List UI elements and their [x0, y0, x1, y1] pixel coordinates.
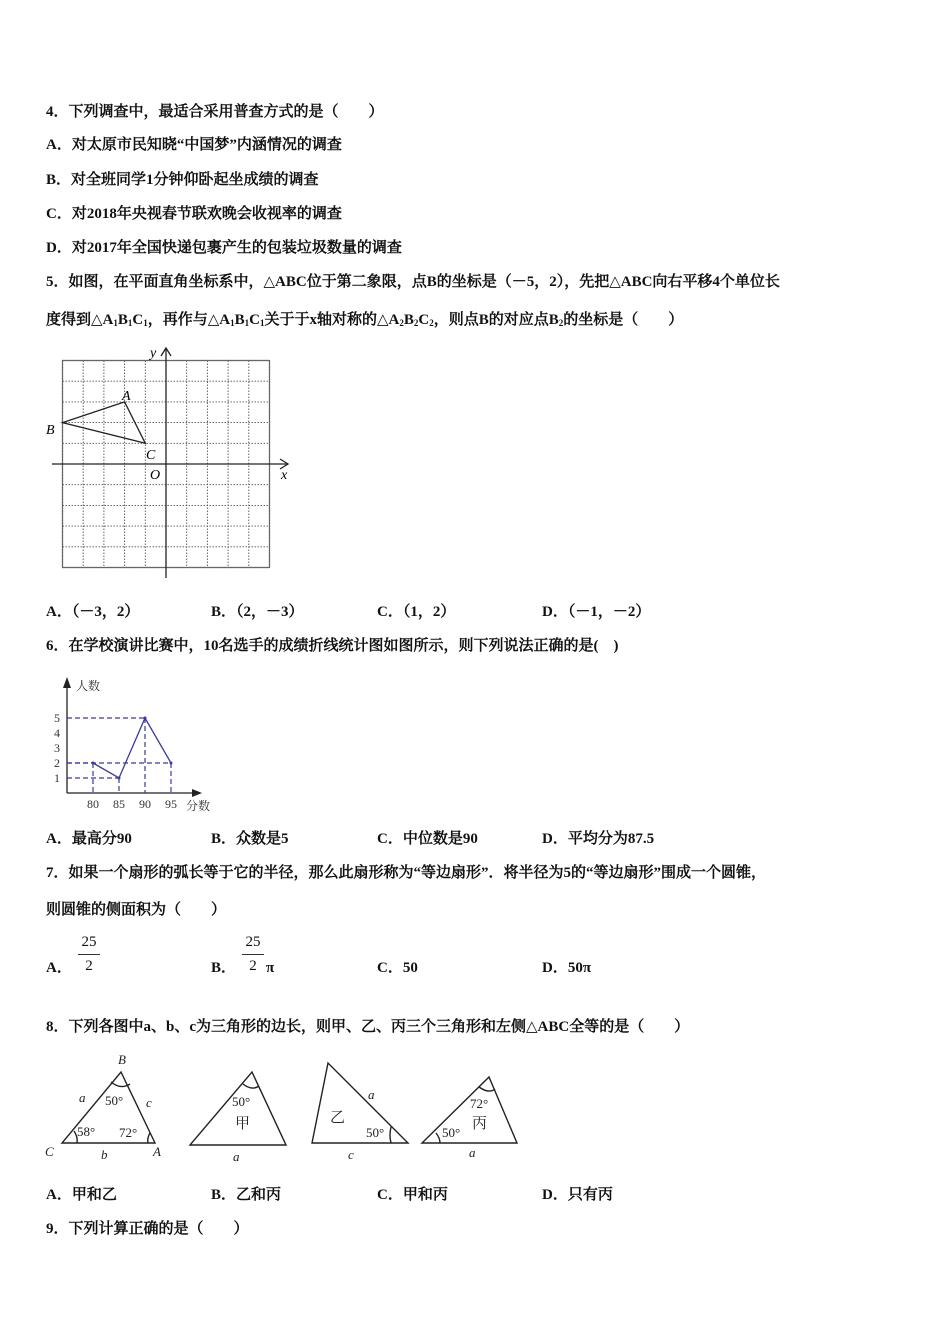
text: B [234, 312, 245, 328]
text: B [403, 312, 414, 328]
data-line [93, 718, 171, 778]
sub: 1 [127, 318, 133, 328]
grid-border [63, 361, 270, 568]
q4-option-d: D．对2017年全国快递包裹产生的包装垃圾数量的调查 [46, 240, 402, 256]
data-point [92, 762, 95, 765]
sub: 2 [429, 318, 434, 328]
q5-stem-line1: 5．如图，在平面直角坐标系中，△ABC位于第二象限，点B的坐标是（－5，2），先把△ABC向右平移4个单位长 [46, 274, 780, 290]
angle-label: 72° [119, 1125, 138, 1140]
q5-option-b: B．（2，－3） [211, 604, 304, 620]
q8-option-b: B．乙和丙 [211, 1187, 282, 1203]
q5-option-a: A．（－3，2） [46, 604, 140, 620]
text: ，再作与△A [147, 312, 231, 328]
text: 的坐标是（ ） [563, 312, 684, 328]
text: C [249, 312, 260, 328]
text: 关于于x轴对称的△A [264, 312, 400, 328]
point-b-label: B [46, 423, 55, 438]
q4-option-b: B．对全班同学1分钟仰卧起坐成绩的调查 [46, 172, 319, 188]
origin-label: O [150, 468, 161, 483]
label-b: B [118, 1052, 126, 1067]
angle-label: 50° [232, 1094, 251, 1109]
y-axis-label: y [150, 346, 157, 361]
label-side-a: a [79, 1090, 86, 1105]
angle-arc [148, 1133, 150, 1143]
side-label: a [469, 1145, 476, 1160]
angle-label: 72° [470, 1096, 489, 1111]
label-a: A [153, 1144, 161, 1159]
numerator: 25 [78, 934, 100, 955]
y-tick: 4 [54, 726, 60, 740]
x-axis-arrow [280, 459, 288, 469]
y-axis-arrow [161, 348, 171, 356]
label-c: C [45, 1144, 54, 1159]
q5-stem-line2 [46, 310, 683, 333]
q7-stem-line2: 则圆锥的侧面积为（ ） [46, 902, 227, 918]
q7-stem-line1: 7．如果一个扇形的弧长等于它的半径，那么此扇形称为“等边扇形”．将半径为5的“等边扇形”围成一个圆锥， [46, 865, 767, 881]
y-tick: 3 [54, 741, 60, 755]
q9-stem: 9．下列计算正确的是（ ） [46, 1221, 249, 1237]
triangle-bing [422, 1077, 517, 1143]
side-label: c [348, 1147, 354, 1162]
q6-stem: 6．在学校演讲比赛中，10名选手的成绩折线统计图如图所示，则下列说法正确的是( ) [46, 638, 619, 654]
data-point [144, 717, 147, 720]
sub: 2 [413, 318, 419, 328]
sub: 1 [259, 318, 265, 328]
label-side-c: c [146, 1095, 152, 1110]
q8-stem: 8．下列各图中a、b、c为三角形的边长，则甲、乙、丙三个三角形和左侧△ABC全等的是（ ） [46, 1019, 690, 1035]
q6-option-c: C．中位数是90 [377, 831, 478, 847]
q8-option-a: A．甲和乙 [46, 1187, 117, 1203]
q7-option-a-fraction [78, 934, 100, 975]
q6-option-a: A．最高分90 [46, 831, 132, 847]
x-tick: 80 [87, 797, 99, 811]
angle-arc [74, 1131, 77, 1143]
text: C [418, 312, 430, 328]
angle-label: 50° [442, 1125, 461, 1140]
sub: 1 [143, 318, 148, 328]
triangle-name: 甲 [235, 1116, 251, 1132]
triangle-yi [312, 1063, 408, 1143]
q7-option-b-fraction [242, 934, 264, 975]
x-tick: 95 [165, 797, 177, 811]
q6-option-b: B．众数是5 [211, 831, 289, 847]
sub: 2 [558, 318, 564, 328]
q4-stem: 4．下列调查中，最适合采用普查方式的是（ ） [46, 104, 384, 120]
q7-option-a-label: A． [46, 960, 72, 976]
y-axis-arrow [63, 677, 71, 688]
x-axis-label: x [281, 468, 288, 483]
y-tick: 2 [54, 756, 60, 770]
grid [52, 348, 288, 578]
angle-arc [243, 1084, 259, 1088]
q8-option-c: C．甲和丙 [377, 1187, 448, 1203]
label-side-b: b [101, 1147, 108, 1162]
q6-line-chart [63, 677, 202, 797]
angle-label: 58° [77, 1124, 96, 1139]
q7-option-b-pi: π [266, 960, 275, 976]
q4-option-a: A．对太原市民知晓“中国梦”内涵情况的调查 [46, 137, 342, 153]
triangle-abc [63, 402, 146, 443]
q5-option-d: D．（－1，－2） [542, 604, 651, 620]
triangle-jia [190, 1072, 286, 1145]
numerator: 25 [242, 934, 264, 955]
sub: 2 [399, 318, 404, 328]
sub: 1 [230, 318, 235, 328]
q8-triangles [62, 1063, 517, 1145]
data-point [118, 777, 121, 780]
sub: 1 [113, 318, 118, 328]
x-axis-arrow [192, 789, 202, 797]
y-tick: 1 [54, 771, 60, 785]
angle-arc [111, 1082, 130, 1087]
angle-arc [436, 1133, 440, 1143]
triangle-name: 乙 [330, 1110, 346, 1126]
chart-xlabel: 分数 [186, 799, 211, 813]
q7-option-c: C．50 [377, 960, 418, 976]
text: C [132, 312, 144, 328]
x-tick: 90 [139, 797, 151, 811]
q6-option-d: D．平均分为87.5 [542, 831, 655, 847]
side-label: a [233, 1149, 240, 1164]
triangle-name: 丙 [472, 1116, 488, 1132]
text: 度得到△A [46, 312, 114, 328]
angle-arc [390, 1127, 391, 1143]
side-label: a [368, 1087, 375, 1102]
x-tick: 85 [113, 797, 125, 811]
chart-ylabel: 人数 [76, 679, 101, 693]
triangle-abc [62, 1072, 155, 1143]
data-point [170, 762, 173, 765]
q4-option-c: C．对2018年央视春节联欢晚会收视率的调查 [46, 206, 342, 222]
angle-arc [479, 1087, 495, 1091]
angle-label: 50° [105, 1093, 124, 1108]
sub: 1 [244, 318, 250, 328]
text: ，则点B的对应点B [433, 312, 559, 328]
angle-label: 50° [366, 1125, 385, 1140]
denominator: 2 [85, 958, 93, 974]
q8-option-d: D．只有丙 [542, 1187, 613, 1203]
text: B [117, 312, 128, 328]
point-a-label: A [122, 389, 131, 404]
q7-option-d: D．50π [542, 960, 592, 976]
point-c-label: C [146, 448, 156, 463]
denominator: 2 [249, 958, 257, 974]
q7-option-b-label: B． [211, 960, 237, 976]
y-tick: 5 [54, 711, 60, 725]
q5-option-c: C．（1，2） [377, 604, 456, 620]
